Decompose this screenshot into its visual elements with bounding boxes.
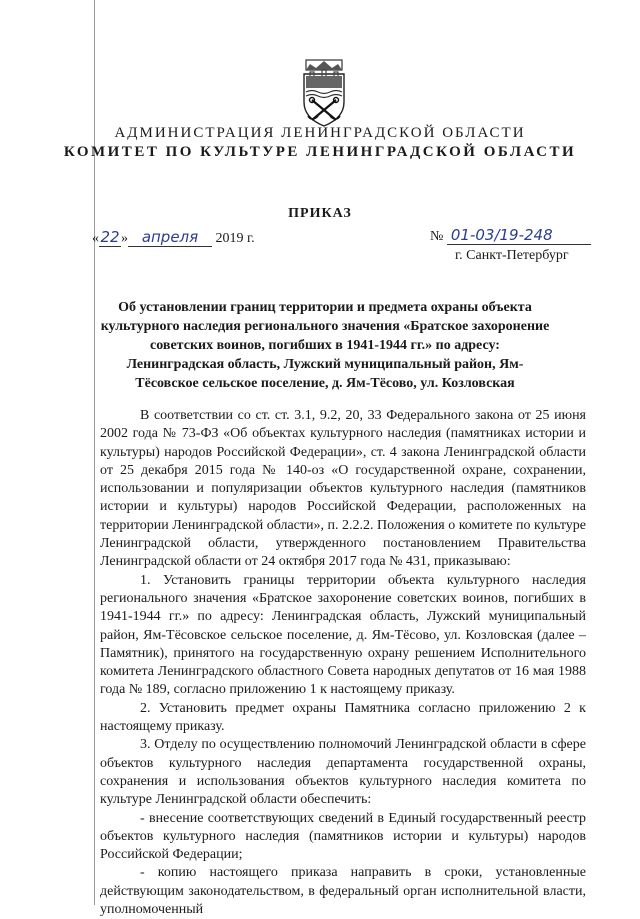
org-name-committee: КОМИТЕТ ПО КУЛЬТУРЕ ЛЕНИНГРАДСКОЙ ОБЛАСТИ [63, 144, 577, 160]
paragraph-subitem-copy: - копию настоящего приказа направить в сроки, установленные действующим законодательством, в федеральный орган исполнительной власти, уполномоченный [100, 865, 586, 918]
document-type-heading: ПРИКАЗ [288, 206, 352, 221]
paragraph-subitem-registry: - внесение соответствующих сведений в Единый государственный реестр объектов культурного наследия (памятников истории и культуры) народов Российской Федерации; [100, 810, 586, 863]
org-name-administration: АДМИНИСТРАЦИЯ ЛЕНИНГРАДСКОЙ ОБЛАСТИ [114, 125, 526, 141]
paragraph-preamble: В соответствии со ст. ст. 3.1, 9.2, 20, 33 Федерального закона от 25 июня 2002 года № 73-ФЗ «Об объектах культурного наследия (памятниках истории и культуры) народов Российской Федерации», ст. 4 закона Ленинградской области от 25 декабря 2015 года № 140-оз «О государственной охране, сохранении, использовании и популяризации объектов культурного наследия (памятников истории и культуры) народов Российской Федерации, расположенных на территории Ленинградской области», п. 2.2.2. Положения о комитете по культуре Ленинградской области, утвержденного постановлением Правительства Ленинградской области от 24 октября 2017 года № 431, приказываю: [100, 408, 586, 570]
paragraph-item-1: 1. Установить границы территории объекта культурного наследия регионального значения «Братское захоронение советских воинов, погибших в 1941-1944 гг.» по адресу: Ленинградская область, Лужский муниципальный район, Ям-Тёсовское сельское поселение, д. Ям-Тёсово, ул. Козловская (далее – Памятник), принятого на государственную охрану решением Исполнительного комитета Ленинградского областного Совета народных депутатов от 16 мая 1988 года № 189, согласно приложению 1 к настоящему приказу. [100, 572, 586, 698]
number-sign: № [430, 229, 444, 244]
date-day-handwritten: 22 [100, 228, 120, 246]
date-year: 2019 г. [215, 231, 255, 246]
order-number [430, 226, 591, 245]
order-number-handwritten: 01-03/19-248 [447, 226, 591, 245]
paragraph-item-3: 3. Отделу по осуществлению полномочий Ленинградской области в сфере объектов культурного наследия департамента государственной охраны, сохранения и использования объектов культурного наследия комитета по культуре Ленинградской области обеспечить: [100, 737, 586, 808]
order-title: Об установлении границ территории и предмета охраны объекта культурного наследия регионального значения «Братское захоронение советских воинов, погибших в 1941-1944 гг.» по адресу: Ленинградская область, Лужский муниципальный район, Ям-Тёсовское сельское поселение, д. Ям-Тёсово, ул. Козловская [100, 300, 550, 391]
order-city: г. Санкт-Петербург [455, 248, 569, 263]
paragraph-item-2: 2. Установить предмет охраны Памятника согласно приложению 2 к настоящему приказу. [100, 700, 586, 735]
order-body [100, 407, 586, 919]
date-quote-open: « [92, 231, 99, 246]
date-quote-close: » [121, 231, 128, 246]
order-date [92, 228, 255, 247]
coat-of-arms-icon [300, 58, 348, 128]
date-month-handwritten: апреля [128, 228, 212, 247]
